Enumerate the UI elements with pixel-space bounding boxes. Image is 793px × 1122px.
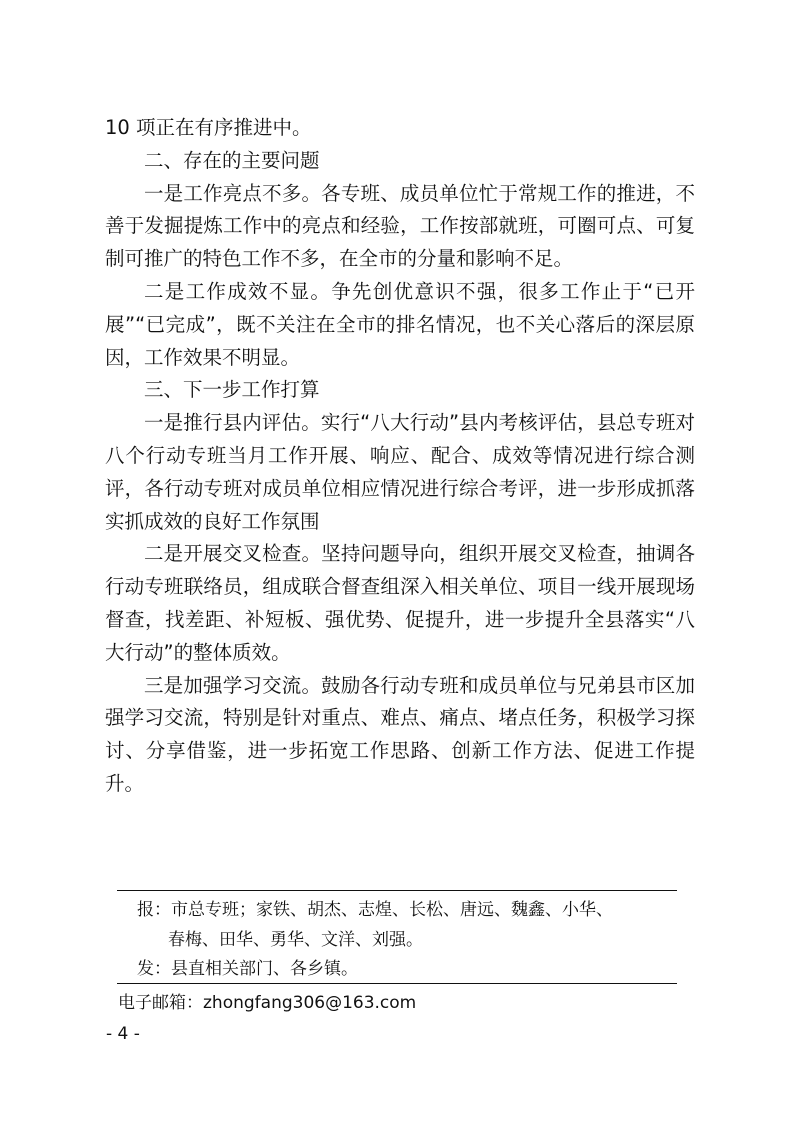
section-heading-next-steps: 三、下一步工作打算: [144, 378, 320, 402]
paragraph-highlights: 一是工作亮点不多。各专班、成员单位忙于常规工作的推进，不善于发掘提炼工作中的亮点和经验，工作按部就班，可圈可点、可复制可推广的特色工作不多，在全市的分量和影响不足。: [105, 181, 695, 271]
contact-email: 电子邮箱：zhongfang306@163.com: [118, 993, 417, 1013]
divider-top: [117, 890, 677, 891]
report-to-line-2: 春梅、田华、勇华、文洋、刘强。: [168, 929, 423, 950]
divider-bottom: [117, 983, 677, 984]
paragraph-effectiveness: 二是工作成效不显。争先创优意识不强，很多工作止于“已开展”“已完成”，既不关注在全市的排名情况，也不关心落后的深层原因，工作效果不明显。: [105, 279, 695, 369]
paragraph-evaluation: 一是推行县内评估。实行“八大行动”县内考核评估，县总专班对八个行动专班当月工作开展、响应、配合、成效等情况进行综合测评，各行动专班对成员单位相应情况进行综合考评，进一步形成抓落实抓成效的良好工作氛围: [105, 411, 695, 533]
paragraph-cross-inspection: 二是开展交叉检查。坚持问题导向，组织开展交叉检查，抽调各行动专班联络员，组成联合督查组深入相关单位、项目一线开展现场督查，找差距、补短板、强优势、促提升，进一步提升全县落实“八大行动”的整体质效。: [105, 542, 695, 664]
document-body: [105, 112, 695, 801]
page-number: - 4 -: [106, 1024, 140, 1044]
section-heading-problems: 二、存在的主要问题: [144, 148, 320, 172]
distribution-block: [137, 896, 677, 985]
paragraph-learning-exchange: 三是加强学习交流。鼓励各行动专班和成员单位与兄弟县市区加强学习交流，特别是针对重点、难点、痛点、堵点任务，积极学习探讨、分享借鉴，进一步拓宽工作思路、创新工作方法、促进工作提升。: [105, 673, 695, 795]
report-to-line-1: 报：市总专班；家铁、胡杰、志煌、长松、唐远、魏鑫、小华、: [137, 900, 613, 920]
paragraph-continuation: 10 项正在有序推进中。: [105, 116, 312, 139]
send-to-line: 发：县直相关部门、各乡镇。: [137, 959, 358, 979]
